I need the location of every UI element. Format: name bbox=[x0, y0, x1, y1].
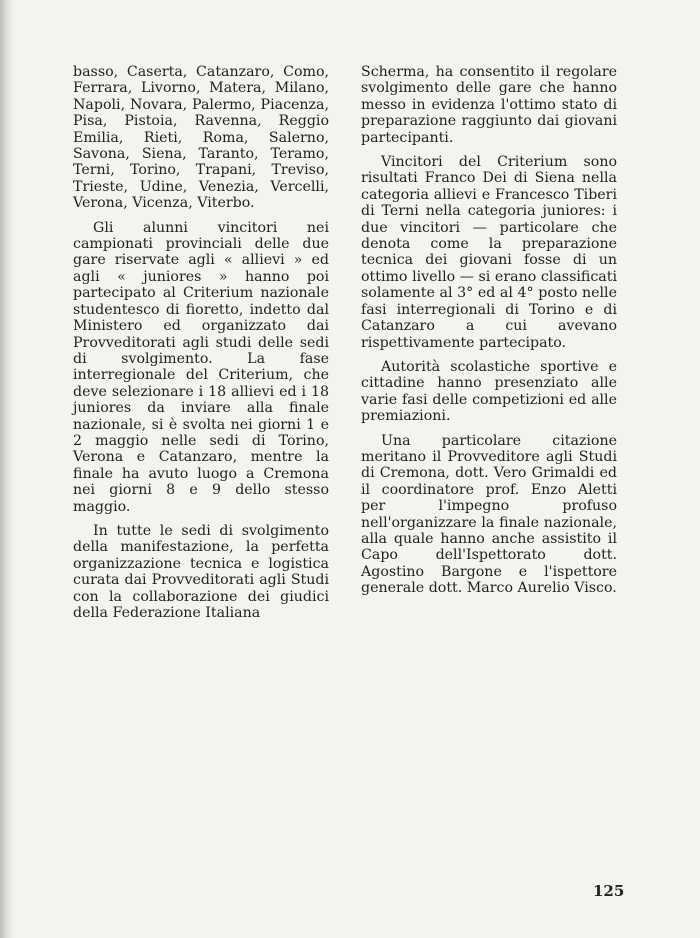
paragraph-criterium-phases: Gli alunni vincitori nei campionati provinciali delle due gare riservate agli « allievi » ed agli « juniores » hanno poi partecipato al Criterium nazionale studentesco di fioretto, indetto dal Ministero ed organizzato dai Provveditorati agli studi delle sedi di svolgimento. La fase interregionale del Criterium, che deve selezionare i 18 allievi ed i 18 juniores da inviare alla finale nazionale, si è svolta nei giorni 1 e 2 maggio nelle sedi di Torino, Verona e Catanzaro, mentre la finale ha avuto luogo a Cremona nei giorni 8 e 9 dello stesso maggio. bbox=[73, 219, 329, 515]
paragraph-province-list: basso, Caserta, Catanzaro, Como, Ferrara, Livorno, Matera, Milano, Napoli, Novara, Palermo, Piacenza, Pisa, Pistoia, Ravenna, Reggio Emilia, Rieti, Roma, Salerno, Savona, Siena, Taranto, Teramo, Terni, Torino, Trapani, Treviso, Trieste, Udine, Venezia, Vercelli, Verona, Vicenza, Viterbo. bbox=[73, 64, 329, 212]
right-text-column bbox=[361, 64, 617, 605]
left-text-column bbox=[73, 64, 329, 629]
paragraph-authorities: Autorità scolastiche sportive e cittadine hanno presenziato alle varie fasi delle competizioni ed alle premiazioni. bbox=[361, 358, 617, 425]
paragraph-acknowledgements: Una particolare citazione meritano il Provveditore agli Studi di Cremona, dott. Vero Grimaldi ed il coordinatore prof. Enzo Aletti per l'impegno profuso nell'organizzare la finale nazionale, alla quale hanno anche assistito il Capo dell'Ispettorato dott. Agostino Bargone e l'ispettore generale dott. Marco Aurelio Visco. bbox=[361, 432, 617, 597]
paragraph-organization: In tutte le sedi di svolgimento della manifestazione, la perfetta organizzazione tecnica e logistica curata dai Provveditorati agli Studi con la collaborazione dei giudici della Federazione Italiana bbox=[73, 522, 329, 621]
paragraph-winners: Vincitori del Criterium sono risultati Franco Dei di Siena nella categoria allievi e Francesco Tiberi di Terni nella categoria juniores: i due vincitori — particolare che denota come la preparazione tecnica dei giovani fosse di un ottimo livello — si erano classificati solamente al 3° ed al 4° posto nelle fasi interregionali di Torino e di Catanzaro a cui avevano rispettivamente partecipato. bbox=[361, 154, 617, 351]
page-binding-edge bbox=[0, 0, 16, 938]
paragraph-organization-continued: Scherma, ha consentito il regolare svolgimento delle gare che hanno messo in evidenza l'ottimo stato di preparazione raggiunto dai giovani partecipanti. bbox=[361, 64, 617, 146]
page-number: 125 bbox=[593, 882, 625, 900]
